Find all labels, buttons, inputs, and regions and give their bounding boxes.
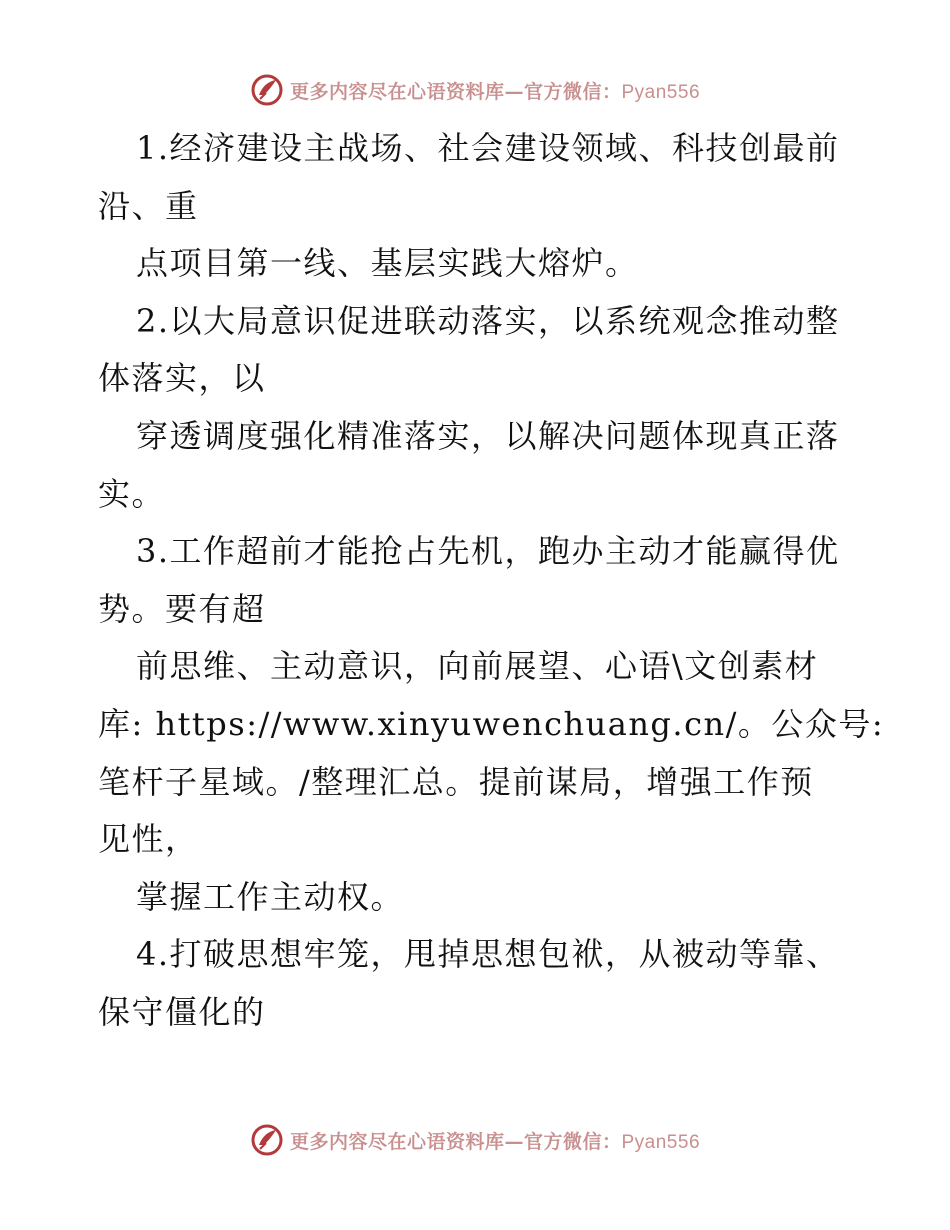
footer-banner-label: 更多内容尽在心语资料库—官方微信：: [289, 1130, 622, 1153]
text-line: 4.打破思想牢笼，甩掉思想包袱，从被动等靠、: [136, 935, 840, 974]
text-line: 沿、重: [98, 186, 199, 225]
text-line: 体落实，以: [98, 359, 266, 398]
text-line: 掌握工作主动权。: [136, 877, 405, 916]
document-body: [98, 120, 885, 1042]
brand-logo-icon: [250, 73, 284, 107]
text-line: 实。: [98, 474, 166, 513]
header-banner: [0, 70, 950, 110]
text-line: 见性，: [98, 820, 199, 859]
text-line: 2.以大局意识促进联动落实，以系统观念推动整: [136, 301, 840, 340]
text-line: 笔杆子星域。/整理汇总。提前谋局，增强工作预: [98, 762, 814, 801]
brand-logo-icon: [250, 1123, 284, 1157]
text-line: 前思维、主动意识，向前展望、心语\文创素材: [136, 647, 819, 686]
header-banner-label: 更多内容尽在心语资料库—官方微信：: [289, 80, 622, 103]
text-line: 势。要有超: [98, 589, 266, 628]
text-line: 3.工作超前才能抢占先机，跑办主动才能赢得优: [136, 532, 840, 571]
header-banner-text: [290, 77, 700, 104]
text-line: 1.经济建设主战场、社会建设领域、科技创最前: [136, 129, 840, 167]
text-line: 穿透调度强化精准落实，以解决问题体现真正落: [136, 416, 840, 455]
text-line: 保守僵化的: [98, 992, 266, 1031]
text-line: 库: https://www.xinyuwenchuang.cn/。公众号:: [98, 704, 885, 743]
footer-banner: [0, 1120, 950, 1160]
text-line: 点项目第一线、基层实践大熔炉。: [136, 244, 639, 283]
header-banner-handle: Pyan556: [621, 81, 701, 103]
footer-banner-text: [290, 1127, 700, 1154]
footer-banner-handle: Pyan556: [621, 1131, 701, 1153]
